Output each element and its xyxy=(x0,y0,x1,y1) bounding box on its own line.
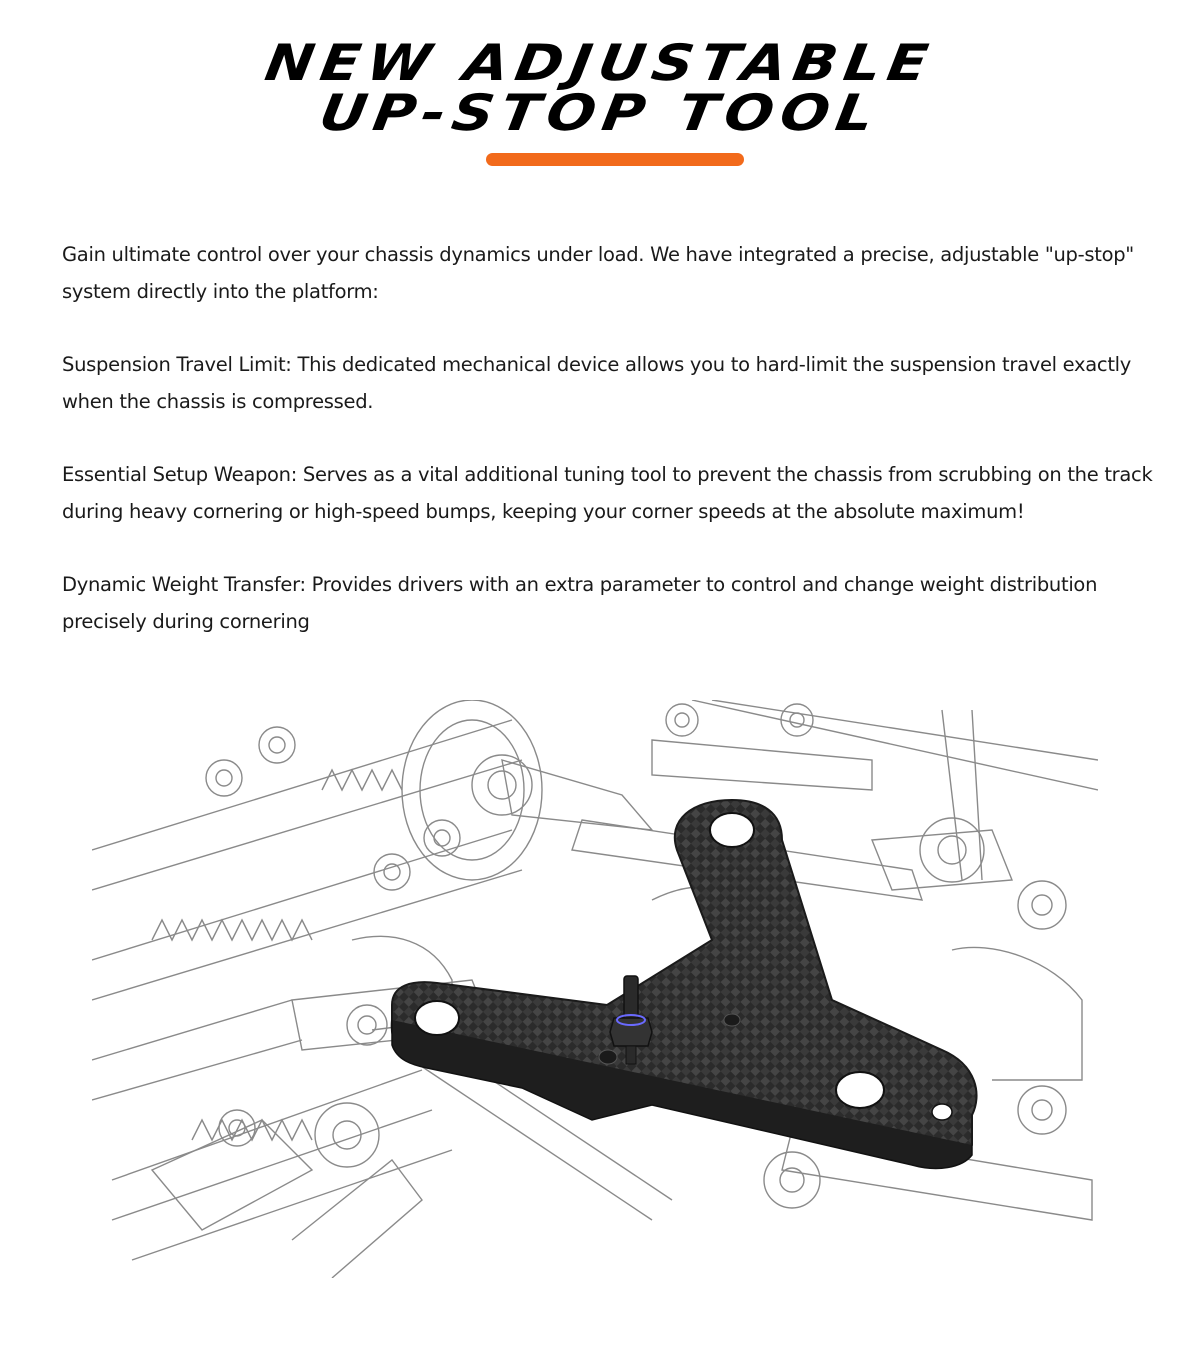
chassis-line-drawing xyxy=(92,700,1098,1278)
paragraph-intro: Gain ultimate control over your chassis dynamics under load. We have integrated a precise, adjustable "up-stop" system directly into the platform: xyxy=(62,243,1134,303)
background-chassis-lines xyxy=(92,700,1098,1278)
product-illustration xyxy=(92,700,1098,1278)
paragraph-weight-transfer: Dynamic Weight Transfer: Provides drivers with an extra parameter to control and change weight distribution precisely during cornering xyxy=(62,573,1098,633)
title-line-2: UP-STOP TOOL xyxy=(315,84,885,142)
title-accent-bar xyxy=(486,153,744,166)
page-title xyxy=(0,34,1200,142)
description-text xyxy=(62,236,1162,676)
paragraph-travel-limit: Suspension Travel Limit: This dedicated mechanical device allows you to hard-limit the suspension travel exactly when the chassis is compressed. xyxy=(62,353,1132,413)
up-stop-plate xyxy=(392,800,977,1168)
title-line-1: NEW ADJUSTABLE xyxy=(261,34,939,92)
paragraph-setup-weapon: Essential Setup Weapon: Serves as a vital additional tuning tool to prevent the chassis from scrubbing on the track during heavy cornering or high-speed bumps, keeping your corner speeds at the absolute maximum! xyxy=(62,463,1153,523)
